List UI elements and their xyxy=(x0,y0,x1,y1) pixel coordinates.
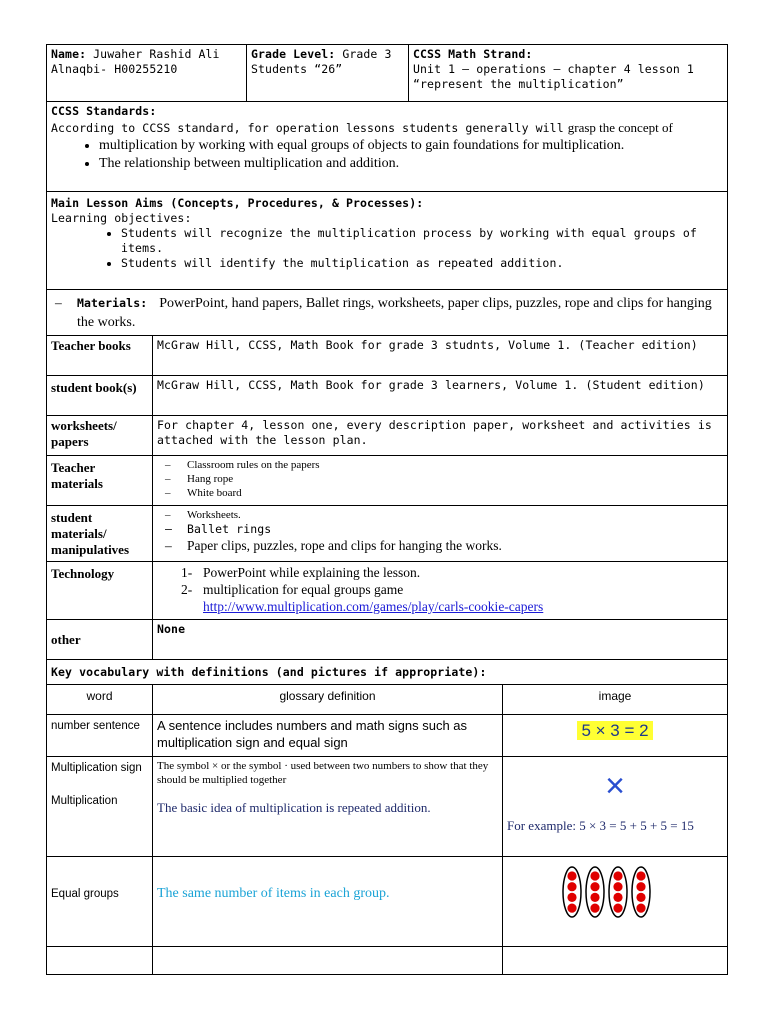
standards-cell xyxy=(47,102,728,192)
student-materials-list xyxy=(157,508,723,554)
multiplication-image-cell xyxy=(503,757,728,857)
group-item-dot xyxy=(613,893,622,902)
technology-label: Technology xyxy=(47,562,153,620)
name-value: Juwaher Rashid Ali Alnaqbi- H00255210 xyxy=(51,47,220,76)
group-item-dot xyxy=(613,904,622,913)
student-books-value: McGraw Hill, CCSS, Math Book for grade 3 learners, Volume 1. (Student edition) xyxy=(153,376,728,416)
number-sentence-image xyxy=(503,715,728,757)
vocab-col-definition: glossary definition xyxy=(153,685,503,715)
list-item: – Ballet rings xyxy=(165,522,723,537)
group-item-dot xyxy=(567,904,576,913)
vocab-col-image: image xyxy=(503,685,728,715)
vocab-definition: The same number of items in each group. xyxy=(153,857,503,947)
other-label: other xyxy=(47,620,153,660)
vocab-definition-cell xyxy=(153,757,503,857)
student-materials-label: student materials/ manipulatives xyxy=(47,506,153,562)
student-materials-value xyxy=(153,506,728,562)
group-item-dot xyxy=(613,871,622,880)
teacher-materials-list xyxy=(157,458,723,500)
group-item-dot xyxy=(613,882,622,891)
empty-cell xyxy=(153,947,503,975)
group-item-dot xyxy=(590,893,599,902)
vocab-definition: The symbol × or the symbol · used between two numbers to show that they should be multiplied together xyxy=(157,760,489,786)
group-1 xyxy=(563,867,581,917)
list-item: – Hang rope xyxy=(165,472,723,486)
group-item-dot xyxy=(567,882,576,891)
vocab-title: Key vocabulary with definitions (and pictures if appropriate): xyxy=(51,664,487,679)
teacher-books-value: McGraw Hill, CCSS, Math Book for grade 3 studnts, Volume 1. (Teacher edition) xyxy=(153,336,728,376)
group-item-dot xyxy=(590,882,599,891)
materials-text: PowerPoint, hand papers, Ballet rings, worksheets, paper clips, puzzles, rope and clips for hanging the works. xyxy=(77,296,712,330)
group-item-dot xyxy=(590,904,599,913)
grade-label: Grade Level: xyxy=(251,47,336,61)
list-item: – Worksheets. xyxy=(165,508,723,522)
equal-groups-image-cell xyxy=(503,857,728,947)
aims-cell xyxy=(47,192,728,290)
group-item-dot xyxy=(567,871,576,880)
group-2 xyxy=(586,867,604,917)
materials-label: Materials: xyxy=(77,296,148,310)
multiplication-example: For example: 5 × 3 = 5 + 5 + 5 = 15 xyxy=(507,818,694,833)
aims-subtitle: Learning objectives: xyxy=(51,211,192,225)
name-cell xyxy=(47,45,247,102)
list-item: – White board xyxy=(165,486,723,500)
vocab-definition: A sentence includes numbers and math signs such as multiplication sign and equal sign xyxy=(153,715,503,757)
standards-list xyxy=(51,137,723,173)
vocab-word-cell xyxy=(47,757,153,857)
name-label: Name: xyxy=(51,47,87,61)
strand-label: CCSS Math Strand: xyxy=(413,47,533,61)
list-item: – Paper clips, puzzles, rope and clips for hanging the works. xyxy=(165,537,723,554)
empty-cell xyxy=(503,947,728,975)
list-item: • The relationship between multiplication and addition. xyxy=(99,155,723,173)
list-item: 2- multiplication for equal groups game xyxy=(181,582,404,597)
list-item: – Classroom rules on the papers xyxy=(165,458,723,472)
grade-value: Grade 3 xyxy=(342,47,392,61)
group-item-dot xyxy=(567,893,576,902)
group-item-dot xyxy=(636,882,645,891)
standards-title: CCSS Standards: xyxy=(51,104,157,118)
worksheets-label: worksheets/ papers xyxy=(47,416,153,456)
grade-cell xyxy=(247,45,409,102)
times-icon: × xyxy=(605,767,625,805)
strand-cell xyxy=(409,45,728,102)
lesson-plan-table xyxy=(46,44,728,975)
teacher-materials-value xyxy=(153,456,728,506)
vocab-col-word: word xyxy=(47,685,153,715)
materials-cell: – Materials: PowerPoint, hand papers, Ballet rings, worksheets, paper clips, puzzles, rope and clips for hanging the works. xyxy=(47,290,728,336)
group-item-dot xyxy=(636,893,645,902)
standards-intro-tail: grasp the concept of xyxy=(567,120,673,135)
vocab-word: Multiplication xyxy=(51,795,118,807)
technology-value xyxy=(153,562,728,620)
aims-title: Main Lesson Aims (Concepts, Procedures, & Processes): xyxy=(51,196,424,210)
student-books-label: student book(s) xyxy=(47,376,153,416)
group-item-dot xyxy=(636,904,645,913)
vocab-word: number sentence xyxy=(47,715,153,757)
group-3 xyxy=(609,867,627,917)
list-item: • Students will recognize the multiplication process by working with equal groups of items. xyxy=(121,226,723,256)
equation-highlight: 5 × 3 = 2 xyxy=(577,721,652,740)
vocab-word: Multiplication sign xyxy=(51,762,142,774)
table-row xyxy=(47,857,728,947)
teacher-materials-label: Teacher materials xyxy=(47,456,153,506)
lesson-plan-page xyxy=(46,44,727,975)
list-item: • Students will identify the multiplication as repeated addition. xyxy=(121,256,723,271)
students-count: Students “26” xyxy=(251,62,343,76)
teacher-books-label: Teacher books xyxy=(47,336,153,376)
vocab-title-cell xyxy=(47,660,728,685)
equal-groups-illustration xyxy=(507,865,722,921)
vocab-definition: The basic idea of multiplication is repeated addition. xyxy=(157,800,431,815)
group-4 xyxy=(632,867,650,917)
table-row xyxy=(47,715,728,757)
list-item: • multiplication by working with equal groups of objects to gain foundations for multiplication. xyxy=(99,137,723,155)
worksheets-value: For chapter 4, lesson one, every description paper, worksheet and activities is attached with the lesson plan. xyxy=(153,416,728,456)
list-item: 1- PowerPoint while explaining the lesson. xyxy=(181,565,421,580)
vocab-word: Equal groups xyxy=(47,857,153,947)
table-row xyxy=(47,757,728,857)
empty-cell xyxy=(47,947,153,975)
other-value: None xyxy=(153,620,728,660)
group-item-dot xyxy=(636,871,645,880)
strand-line-2: “represent the multiplication” xyxy=(413,77,624,91)
standards-intro: According to CCSS standard, for operation lessons students generally will xyxy=(51,121,564,135)
technology-list xyxy=(157,564,723,598)
group-item-dot xyxy=(590,871,599,880)
aims-list xyxy=(51,226,723,271)
strand-line-1: Unit 1 – operations – chapter 4 lesson 1 xyxy=(413,62,694,76)
game-link[interactable]: http://www.multiplication.com/games/play/carls-cookie-capers xyxy=(203,599,544,614)
